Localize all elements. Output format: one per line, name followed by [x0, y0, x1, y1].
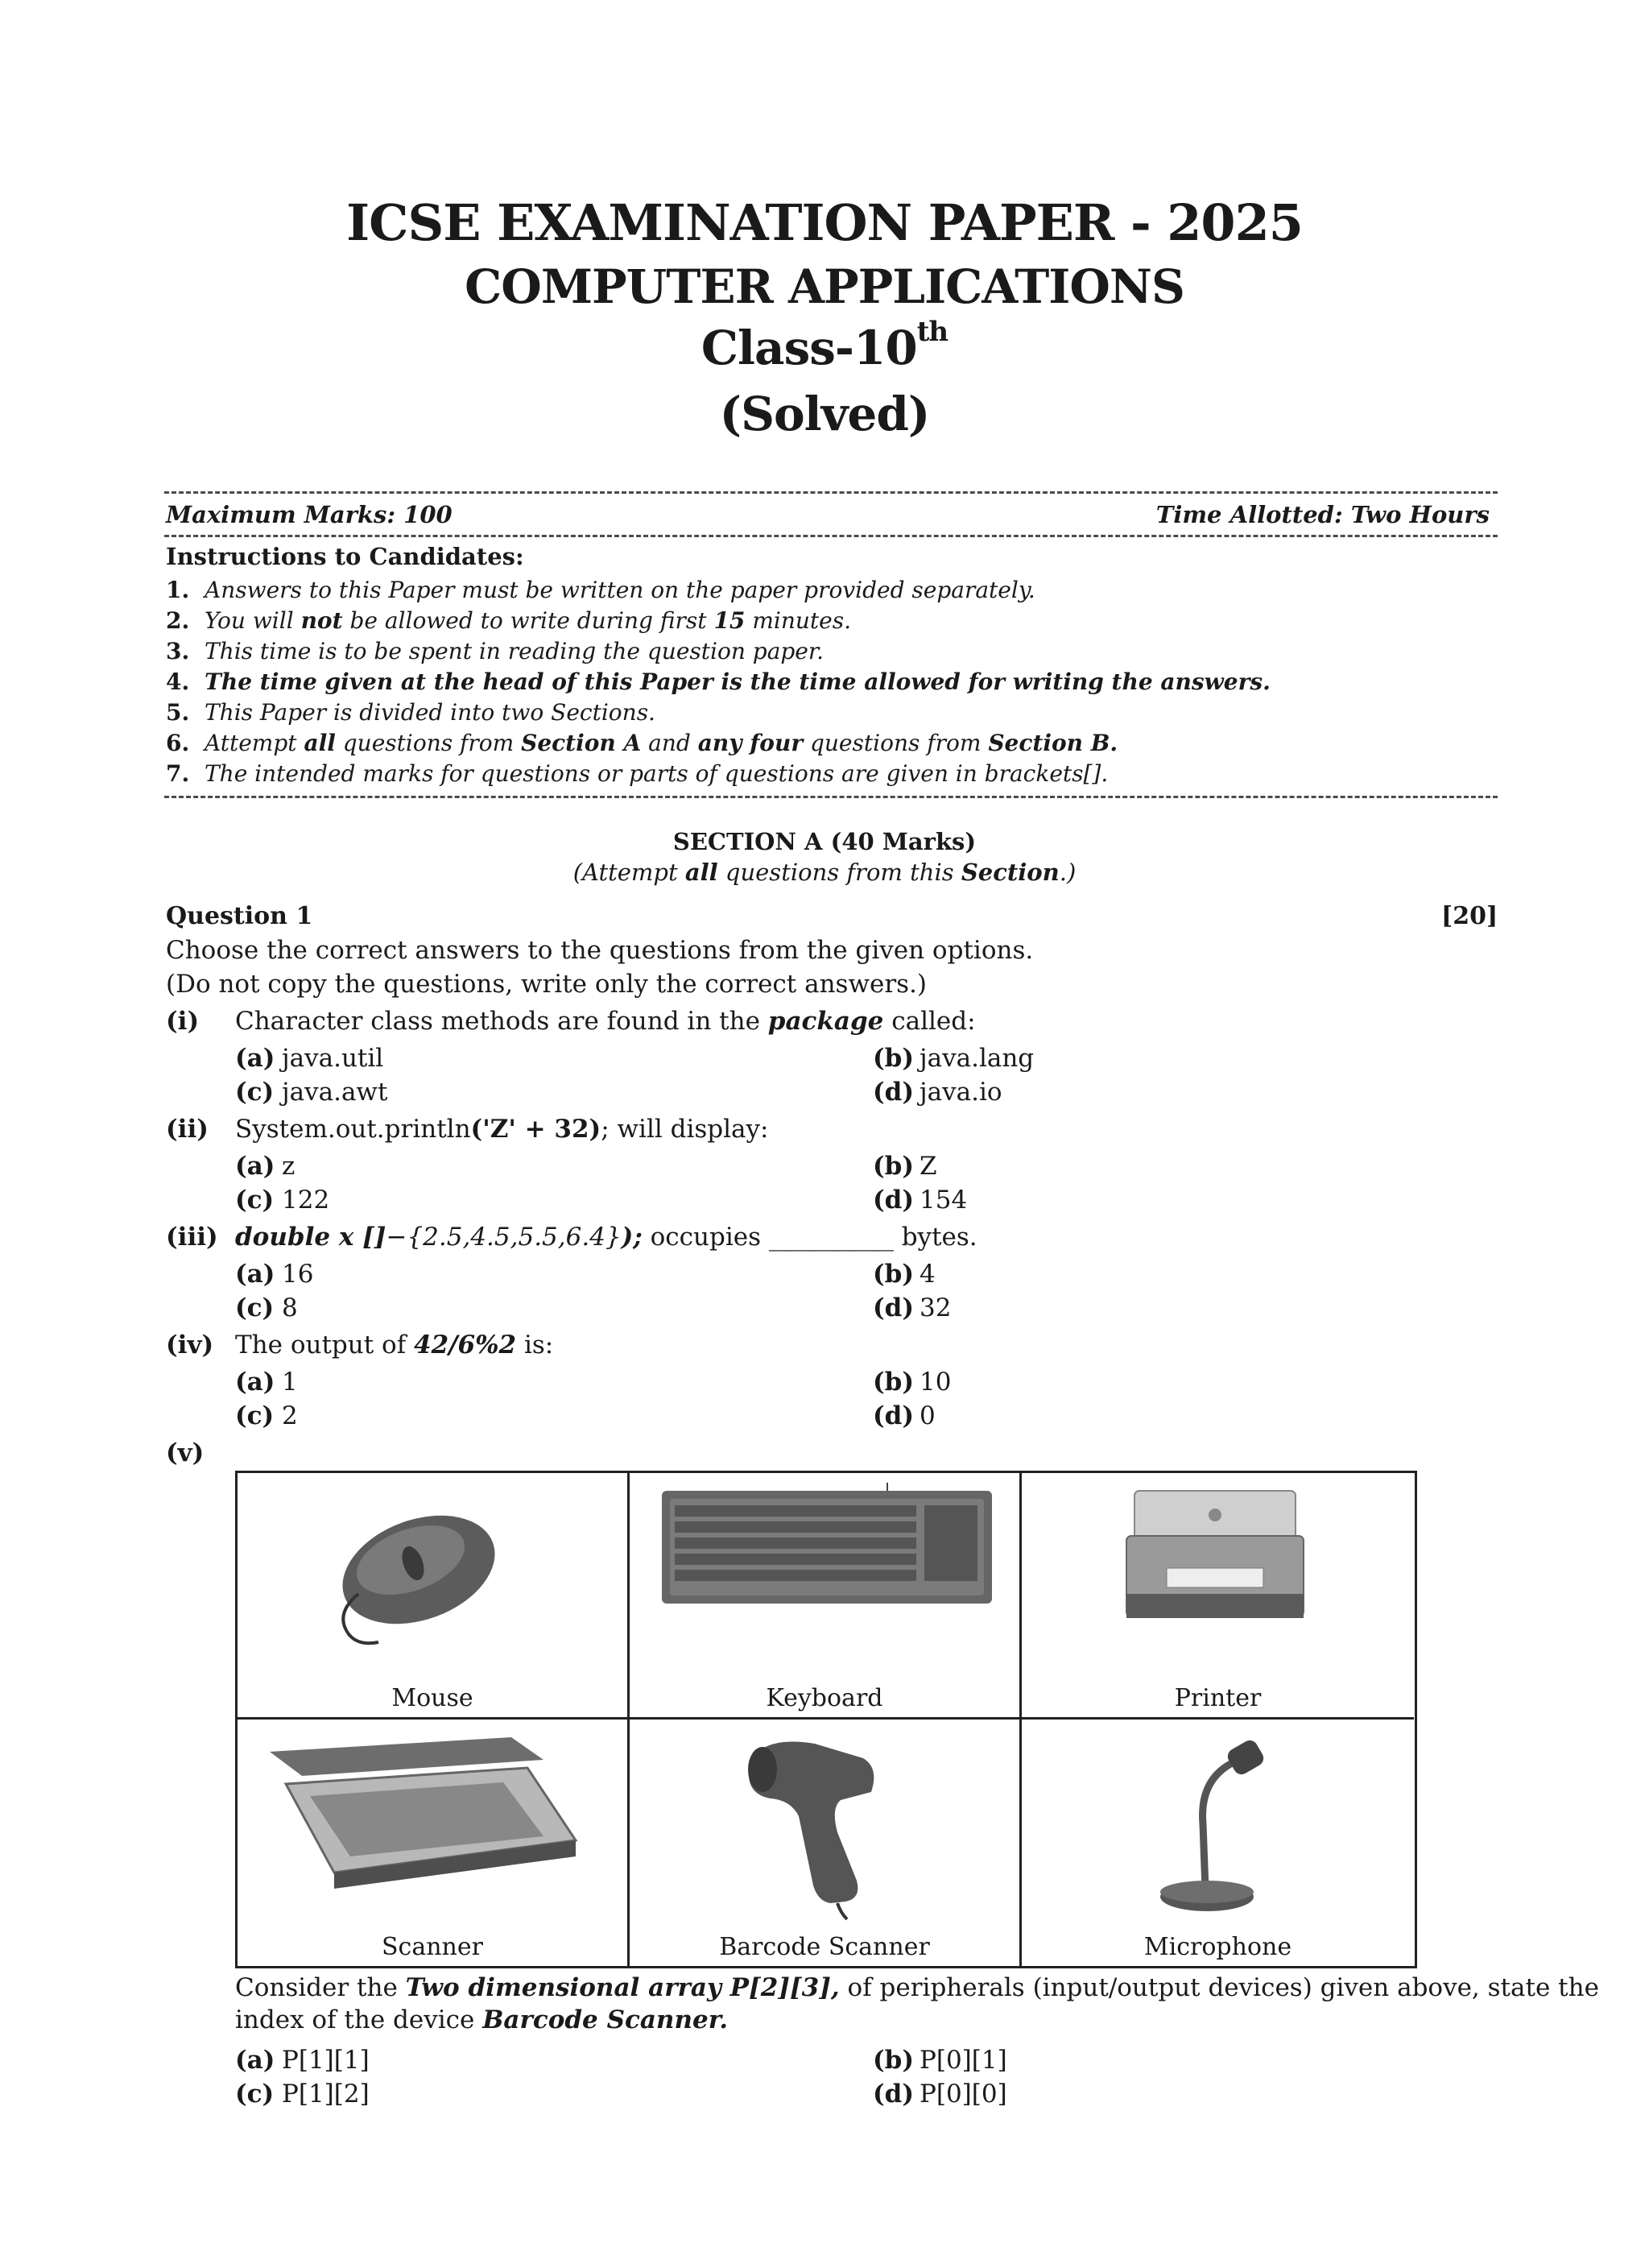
option-a: (a) z — [235, 1152, 295, 1181]
option-a: (a) 1 — [235, 1368, 298, 1397]
option-c: (c) P[1][2] — [235, 2080, 370, 2109]
divider — [164, 796, 1498, 798]
part-iii-text: double x []−{2.5,4.5,5.5,6.4}); occupies __________ bytes. — [235, 1223, 977, 1252]
instruction-5: 5. This Paper is divided into two Sections. — [166, 699, 655, 726]
scanner-image — [238, 1720, 627, 1921]
device-label: Barcode Scanner — [719, 1933, 930, 1961]
option-d: (d) java.io — [873, 1078, 1002, 1107]
section-title: SECTION A (40 Marks) — [672, 828, 977, 855]
option-b: (b) java.lang — [873, 1044, 1035, 1073]
mouse-image — [238, 1473, 627, 1674]
option-d: (d) 154 — [873, 1186, 968, 1215]
divider — [164, 491, 1498, 494]
maximum-marks: Maximum Marks: 100 — [166, 501, 453, 528]
cell-printer — [1022, 1473, 1414, 1720]
device-label: Mouse — [391, 1684, 473, 1712]
part-iv-text: The output of 42/6%2 is: — [235, 1331, 554, 1360]
peripherals-grid — [235, 1471, 1417, 1968]
option-c: (c) 2 — [235, 1401, 298, 1430]
keyboard-image — [630, 1473, 1019, 1674]
class-label: Class-10 — [701, 321, 917, 375]
cell-mouse — [238, 1473, 630, 1720]
instruction-2: 2. You will not be allowed to write during first 15 minutes. — [166, 607, 851, 634]
time-allotted: Time Allotted: Two Hours — [1155, 501, 1490, 528]
microphone-image — [1022, 1720, 1411, 1921]
option-a: (a) P[1][1] — [235, 2046, 370, 2075]
question-1-note: (Do not copy the questions, write only the correct answers.) — [166, 970, 928, 999]
question-1-intro: Choose the correct answers to the questions from the given options. — [166, 936, 1034, 965]
section-subtitle: (Attempt all questions from this Section.) — [572, 859, 1077, 886]
option-b: (b) P[0][1] — [873, 2046, 1007, 2075]
option-c: (c) java.awt — [235, 1078, 388, 1107]
instruction-3: 3. This time is to be spent in reading the question paper. — [166, 638, 824, 664]
cell-scanner — [238, 1720, 630, 1966]
part-number: (v) — [166, 1438, 205, 1467]
subject-title: COMPUTER APPLICATIONS — [465, 259, 1184, 314]
question-1-label: Question 1 — [166, 902, 313, 930]
part-number: (i) — [166, 1007, 200, 1036]
instruction-6: 6. Attempt all questions from Section A and any four questions from Section B. — [166, 730, 1118, 756]
cell-keyboard — [630, 1473, 1022, 1720]
part-v-text-line1: Consider the Two dimensional array P[2][3], of peripherals (input/output devices) given above, state the — [235, 1973, 1599, 2002]
device-label: Scanner — [382, 1933, 483, 1961]
printer-image — [1022, 1473, 1411, 1674]
paper-title: ICSE EXAMINATION PAPER - 2025 — [346, 193, 1303, 252]
part-number: (ii) — [166, 1115, 209, 1144]
question-1-marks: [20] — [1441, 902, 1498, 930]
device-label: Microphone — [1143, 1933, 1292, 1961]
part-number: (iii) — [166, 1223, 218, 1252]
part-number: (iv) — [166, 1331, 214, 1360]
option-d: (d) 32 — [873, 1293, 952, 1322]
part-v-text-line2: index of the device Barcode Scanner. — [235, 2005, 728, 2034]
device-label: Printer — [1174, 1684, 1262, 1712]
instruction-1: 1. Answers to this Paper must be written on the paper provided separately. — [166, 577, 1035, 603]
part-ii-text: System.out.println('Z' + 32); will display: — [235, 1115, 769, 1144]
solved-label: (Solved) — [719, 387, 930, 441]
part-i-text: Character class methods are found in the package called: — [235, 1007, 976, 1036]
instruction-7: 7. The intended marks for questions or parts of questions are given in brackets[]. — [166, 760, 1109, 787]
option-c: (c) 122 — [235, 1186, 330, 1215]
device-label: Keyboard — [766, 1684, 883, 1712]
option-d: (d) 0 — [873, 1401, 936, 1430]
instruction-4: 4. The time given at the head of this Paper is the time allowed for writing the answers. — [166, 668, 1271, 695]
class-suffix: th — [916, 316, 948, 348]
option-c: (c) 8 — [235, 1293, 298, 1322]
barcode-scanner-image — [630, 1720, 1019, 1921]
instructions-heading: Instructions to Candidates: — [166, 543, 524, 570]
cell-microphone — [1022, 1720, 1414, 1966]
option-b: (b) 10 — [873, 1368, 952, 1397]
cell-barcode-scanner — [630, 1720, 1022, 1966]
class-title — [0, 316, 1649, 375]
option-a: (a) java.util — [235, 1044, 384, 1073]
option-a: (a) 16 — [235, 1260, 314, 1289]
divider — [164, 535, 1498, 537]
option-b: (b) 4 — [873, 1260, 936, 1289]
option-b: (b) Z — [873, 1152, 937, 1181]
option-d: (d) P[0][0] — [873, 2080, 1007, 2109]
